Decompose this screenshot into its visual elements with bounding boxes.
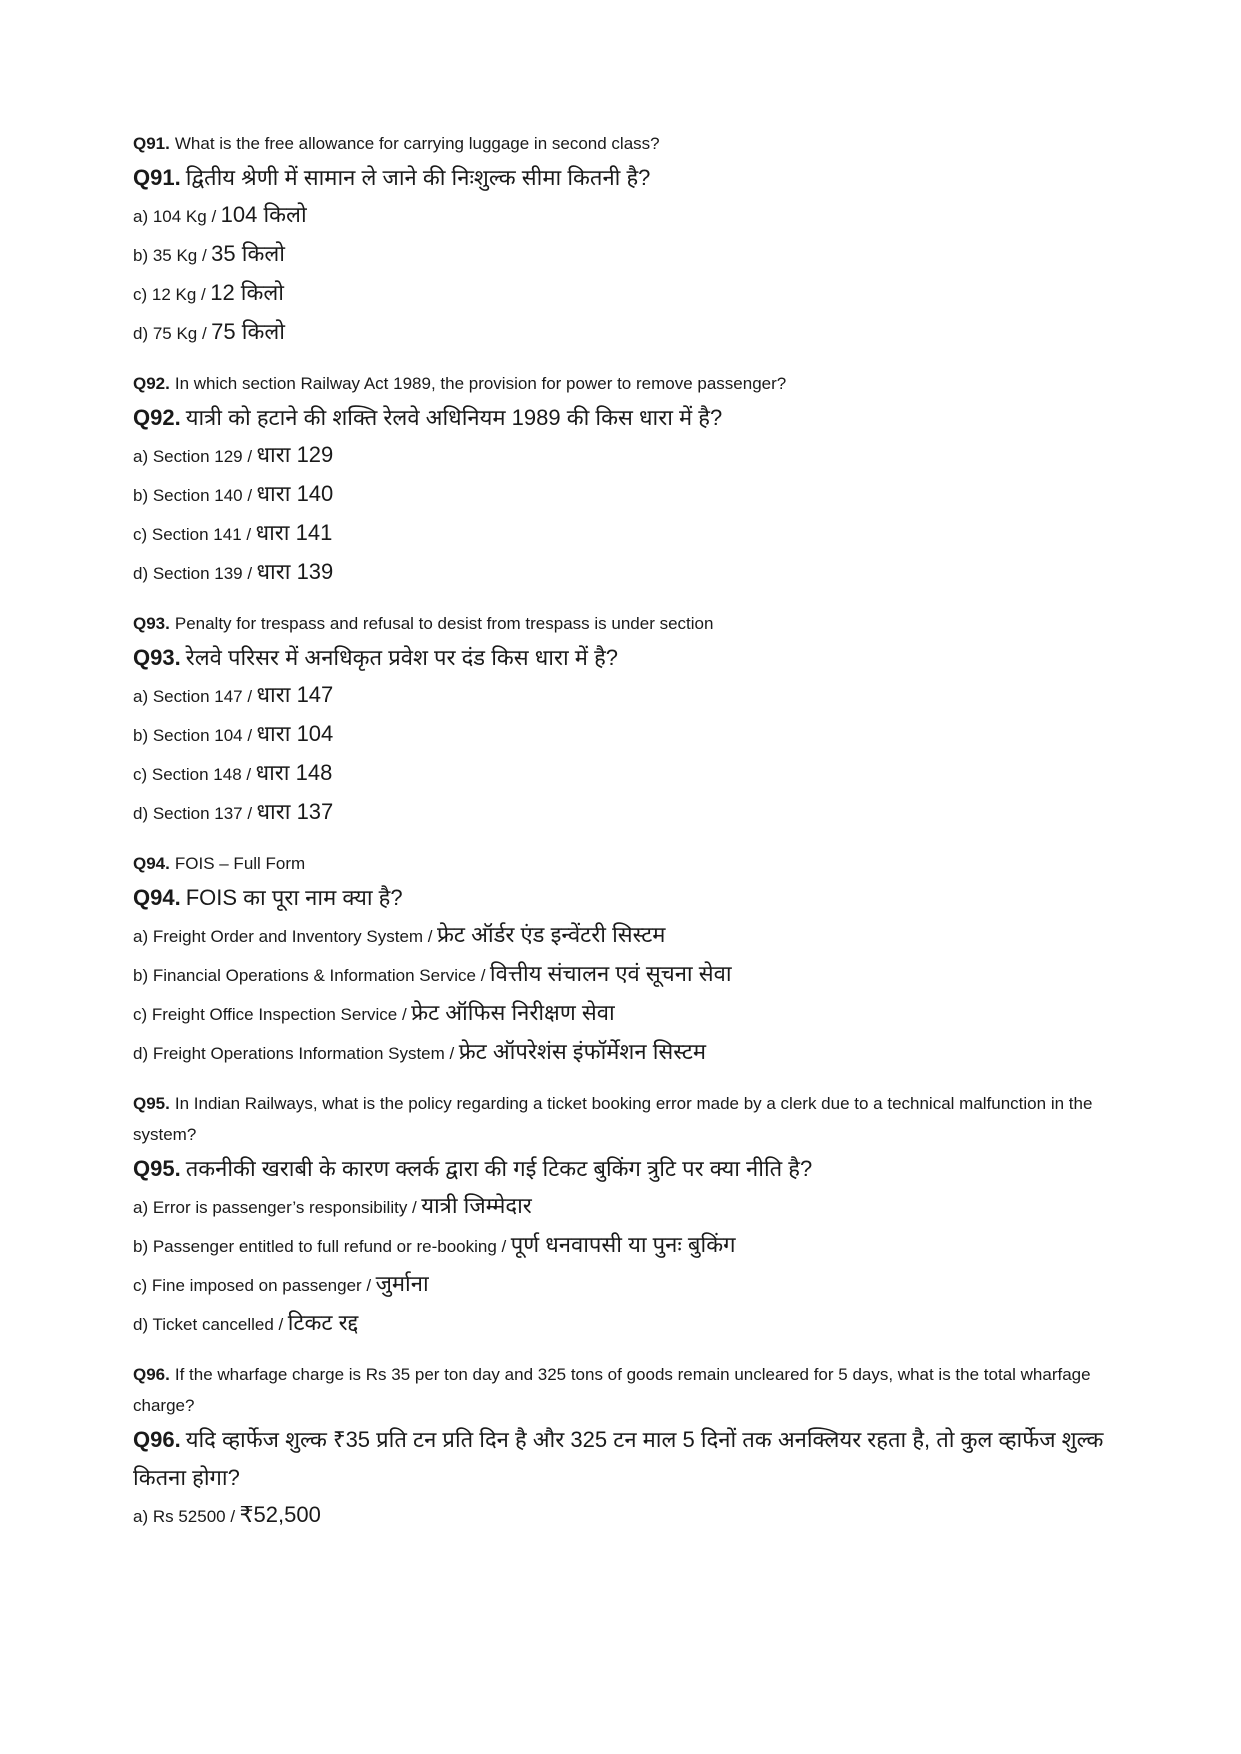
option-text-hindi: फ्रेट ऑर्डर एंड इन्वेंटरी सिस्टम — [436, 922, 666, 947]
question-number: Q91. — [133, 134, 170, 153]
question-number: Q92. — [133, 374, 170, 393]
option-a — [133, 1188, 1126, 1227]
option-text-hindi: टिकट रद्द — [287, 1310, 359, 1335]
option-text-hindi: धारा 104 — [256, 721, 334, 746]
option-c — [133, 995, 1126, 1034]
option-text-hindi: धारा 139 — [256, 559, 334, 584]
option-text-english: c) 12 Kg / — [133, 285, 206, 304]
question-block — [133, 368, 1126, 593]
question-number: Q94. — [133, 854, 170, 873]
option-text-hindi: धारा 137 — [256, 799, 334, 824]
option-c — [133, 275, 1126, 314]
option-d — [133, 314, 1126, 353]
option-text-hindi: धारा 141 — [255, 520, 333, 545]
option-a — [133, 197, 1126, 236]
option-text-english: a) Freight Order and Inventory System / — [133, 927, 433, 946]
option-text-hindi: जुर्माना — [375, 1271, 429, 1296]
option-text-hindi: 75 किलो — [211, 319, 285, 344]
option-b — [133, 476, 1126, 515]
option-b — [133, 1227, 1126, 1266]
question-text-english: In Indian Railways, what is the policy regarding a ticket booking error made by a clerk due to a technical malfunction in the system? — [133, 1094, 1093, 1144]
option-text-english: a) 104 Kg / — [133, 207, 217, 226]
question-text-hindi: यदि व्हार्फेज शुल्क ₹35 प्रति टन प्रति दिन है और 325 टन माल 5 दिनों तक अनक्लियर रहता है, तो कुल व्हार्फेज शुल्क कितना होगा? — [133, 1427, 1104, 1490]
question-text-hindi: तकनीकी खराबी के कारण क्लर्क द्वारा की गई टिकट बुकिंग त्रुटि पर क्या नीति है? — [185, 1156, 813, 1181]
option-text-english: d) 75 Kg / — [133, 324, 207, 343]
question-text-english: What is the free allowance for carrying luggage in second class? — [174, 134, 660, 153]
option-text-hindi: 104 किलो — [220, 202, 307, 227]
question-line-hindi — [133, 639, 1126, 677]
question-text-english: FOIS – Full Form — [174, 854, 306, 873]
question-line-hindi — [133, 879, 1126, 917]
question-block — [133, 1088, 1126, 1344]
option-d — [133, 794, 1126, 833]
option-text-hindi: फ्रेट ऑफिस निरीक्षण सेवा — [411, 1000, 615, 1025]
option-text-english: d) Section 139 / — [133, 564, 253, 583]
option-text-hindi: फ्रेट ऑपरेशंस इंफॉर्मेशन सिस्टम — [458, 1039, 707, 1064]
option-text-english: a) Section 147 / — [133, 687, 253, 706]
option-b — [133, 956, 1126, 995]
option-text-english: c) Freight Office Inspection Service / — [133, 1005, 407, 1024]
question-line-english — [133, 1359, 1126, 1421]
option-c — [133, 755, 1126, 794]
question-number: Q96. — [133, 1427, 181, 1452]
option-text-english: a) Error is passenger’s responsibility / — [133, 1198, 417, 1217]
question-text-hindi: यात्री को हटाने की शक्ति रेलवे अधिनियम 1989 की किस धारा में है? — [185, 405, 723, 430]
option-text-hindi: वित्तीय संचालन एवं सूचना सेवा — [489, 961, 732, 986]
question-line-english — [133, 608, 1126, 639]
option-text-hindi: 35 किलो — [211, 241, 285, 266]
option-d — [133, 1034, 1126, 1073]
question-line-hindi — [133, 1421, 1126, 1497]
question-number: Q93. — [133, 614, 170, 633]
option-d — [133, 1305, 1126, 1344]
question-text-english: In which section Railway Act 1989, the provision for power to remove passenger? — [174, 374, 787, 393]
question-block — [133, 848, 1126, 1073]
option-d — [133, 554, 1126, 593]
option-text-hindi: धारा 147 — [256, 682, 334, 707]
question-text-hindi: द्वितीय श्रेणी में सामान ले जाने की निःशुल्क सीमा कितनी है? — [185, 165, 651, 190]
question-text-hindi: FOIS का पूरा नाम क्या है? — [185, 885, 403, 910]
option-text-english: c) Fine imposed on passenger / — [133, 1276, 372, 1295]
option-text-english: b) 35 Kg / — [133, 246, 207, 265]
option-text-english: a) Rs 52500 / — [133, 1507, 236, 1526]
option-c — [133, 515, 1126, 554]
option-b — [133, 236, 1126, 275]
option-text-hindi: यात्री जिम्मेदार — [421, 1193, 532, 1218]
option-text-english: b) Passenger entitled to full refund or re-booking / — [133, 1237, 507, 1256]
question-line-english — [133, 368, 1126, 399]
option-text-english: a) Section 129 / — [133, 447, 253, 466]
option-text-english: d) Ticket cancelled / — [133, 1315, 284, 1334]
option-text-english: d) Section 137 / — [133, 804, 253, 823]
question-line-english — [133, 848, 1126, 879]
option-text-hindi: 12 किलो — [210, 280, 285, 305]
option-text-english: d) Freight Operations Information System / — [133, 1044, 455, 1063]
option-text-hindi: धारा 148 — [255, 760, 333, 785]
question-block — [133, 1359, 1126, 1536]
option-text-english: c) Section 141 / — [133, 525, 252, 544]
option-text-english: b) Section 140 / — [133, 486, 253, 505]
option-text-hindi: ₹52,500 — [239, 1502, 321, 1527]
question-number: Q92. — [133, 405, 181, 430]
question-line-hindi — [133, 399, 1126, 437]
question-block — [133, 608, 1126, 833]
question-line-english — [133, 128, 1126, 159]
question-block — [133, 128, 1126, 353]
option-text-hindi: धारा 129 — [256, 442, 334, 467]
option-text-hindi: पूर्ण धनवापसी या पुनः बुकिंग — [510, 1232, 736, 1257]
option-b — [133, 716, 1126, 755]
option-a — [133, 437, 1126, 476]
option-a — [133, 917, 1126, 956]
question-number: Q95. — [133, 1156, 181, 1181]
option-text-english: b) Financial Operations & Information Service / — [133, 966, 486, 985]
question-line-english — [133, 1088, 1126, 1150]
option-a — [133, 677, 1126, 716]
question-number: Q91. — [133, 165, 181, 190]
question-line-hindi — [133, 1150, 1126, 1188]
option-text-english: c) Section 148 / — [133, 765, 252, 784]
question-number: Q96. — [133, 1365, 170, 1384]
question-text-hindi: रेलवे परिसर में अनधिकृत प्रवेश पर दंड किस धारा में है? — [185, 645, 618, 670]
option-c — [133, 1266, 1126, 1305]
question-number: Q93. — [133, 645, 181, 670]
option-text-hindi: धारा 140 — [256, 481, 334, 506]
option-a — [133, 1497, 1126, 1536]
question-text-english: If the wharfage charge is Rs 35 per ton day and 325 tons of goods remain uncleared for 5 days, what is the total wharfage charge? — [133, 1365, 1091, 1415]
question-line-hindi — [133, 159, 1126, 197]
option-text-english: b) Section 104 / — [133, 726, 253, 745]
question-number: Q94. — [133, 885, 181, 910]
question-number: Q95. — [133, 1094, 170, 1113]
question-text-english: Penalty for trespass and refusal to desist from trespass is under section — [174, 614, 714, 633]
